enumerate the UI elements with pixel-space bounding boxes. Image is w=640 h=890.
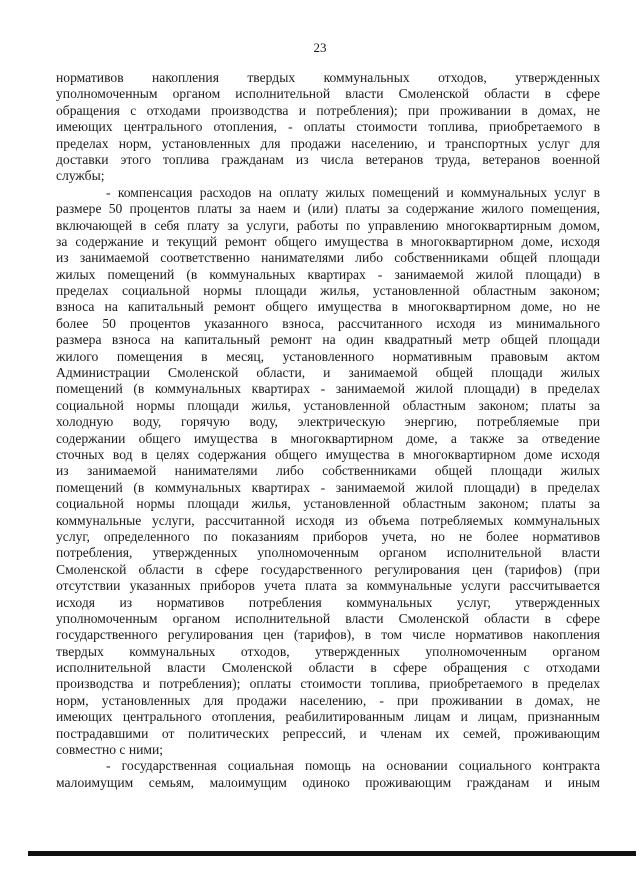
text-line: - компенсация расходов на оплату жилых помещений и коммунальных услуг в — [106, 184, 600, 200]
text-line: пострадавшими от политических репрессий, и членам их семей, проживающим — [56, 725, 600, 741]
text-line: помещений (в коммунальных квартирах - занимаемой жилой площади) в пределах — [56, 381, 600, 397]
text-line: размера взноса на капитальный ремонт на один квадратный метр общей площади — [56, 332, 600, 348]
text-line: уполномоченным органом исполнительной власти Смоленской области в сфере — [56, 86, 600, 102]
text-line: имеющих центрального отопления, реабилитированным лицам и лицам, признанным — [56, 709, 600, 725]
text-line: социальной нормы площади жилья, установленной областным законом; платы за — [56, 496, 600, 512]
document-body — [56, 70, 600, 791]
text-line: социальной нормы площади жилья, установленной областным законом; платы за — [56, 397, 600, 413]
text-line: малоимущим семьям, малоимущим одиноко проживающим гражданам и иным — [56, 774, 600, 790]
text-line: из занимаемой нанимателями либо собственниками общей площади жилых — [56, 463, 600, 479]
text-line: жилого помещения в месяц, установленного нормативным правовым актом — [56, 348, 600, 364]
text-line: отсутствии указанных приборов учета плата за коммунальные услуги рассчитывается — [56, 578, 600, 594]
text-line: пределах социальной нормы площади жилья, установленной областным законом; — [56, 283, 600, 299]
text-line: из занимаемой соответственно нанимателями либо собственниками общей площади — [56, 250, 600, 266]
text-line: совместно с ними; — [56, 742, 164, 758]
text-line: норм, установленных для продажи населению, - при проживании в домах, не — [56, 692, 600, 708]
text-line: содержании общего имущества в многоквартирном доме, а также за отведение — [56, 430, 600, 446]
text-line: холодную воду, горячую воду, электрическую энергию, потребляемые при — [56, 414, 600, 430]
text-line: уполномоченным органом исполнительной власти Смоленской области в сфере — [56, 610, 600, 626]
text-line: исходя из нормативов потребления коммунальных услуг, утвержденных — [56, 594, 600, 610]
text-line: помещений (в коммунальных квартирах - занимаемой жилой площади) в пределах — [56, 479, 600, 495]
text-line: обращения с отходами производства и потребления); при проживании в домах, не — [56, 102, 600, 118]
text-line: жилых помещений (в коммунальных квартирах - занимаемой жилой площади) в — [56, 266, 600, 282]
text-line: государственного регулирования цен (тарифов), в том числе нормативов накопления — [56, 627, 600, 643]
text-line: более 50 процентов указанного взноса, рассчитанного исходя из минимального — [56, 315, 600, 331]
text-line: пределах норм, установленных для продажи населению, и транспортных услуг для — [56, 135, 600, 151]
text-line: взноса на капитальный ремонт общего имущества в многоквартирном доме, но не — [56, 299, 600, 315]
text-line: имеющих центрального отопления, - оплаты стоимости топлива, приобретаемого в — [56, 119, 600, 135]
bottom-border-line — [28, 851, 636, 856]
text-line: нормативов накопления твердых коммунальных отходов, утвержденных — [56, 70, 600, 85]
text-line: производства и потребления); оплаты стоимости топлива, приобретаемого в пределах — [56, 676, 600, 692]
text-line: включающей в себя плату за услуги, работы по управлению многоквартирным домом, — [56, 217, 600, 233]
text-line: Смоленской области в сфере государственного регулирования цен (тарифов) (при — [56, 561, 600, 577]
text-line: Администрации Смоленской области, и занимаемой общей площади жилых — [56, 365, 600, 381]
text-line: доставки этого топлива гражданам из числа ветеранов труда, ветеранов военной — [56, 151, 600, 167]
text-line: сточных вод в целях содержания общего имущества в многоквартирном доме исходя — [56, 446, 600, 462]
text-line: потребления, утвержденных уполномоченным органом исполнительной власти — [56, 545, 600, 561]
text-line: размере 50 процентов платы за наем и (или) платы за содержание жилого помещения, — [56, 201, 600, 217]
text-line: твердых коммунальных отходов, утвержденных уполномоченным органом — [56, 643, 600, 659]
text-line: за содержание и текущий ремонт общего имущества в многоквартирном доме, исходя — [56, 233, 600, 249]
text-line: службы; — [56, 168, 105, 184]
text-line: услуг, определенного по показаниям приборов учета, но не более нормативов — [56, 528, 600, 544]
text-line: исполнительной власти Смоленской области в сфере обращения с отходами — [56, 660, 600, 676]
page-number: 23 — [313, 40, 327, 55]
text-line: - государственная социальная помощь на основании социального контракта — [106, 758, 600, 774]
text-line: коммунальные услуги, рассчитанной исходя из объема потребляемых коммунальных — [56, 512, 600, 528]
